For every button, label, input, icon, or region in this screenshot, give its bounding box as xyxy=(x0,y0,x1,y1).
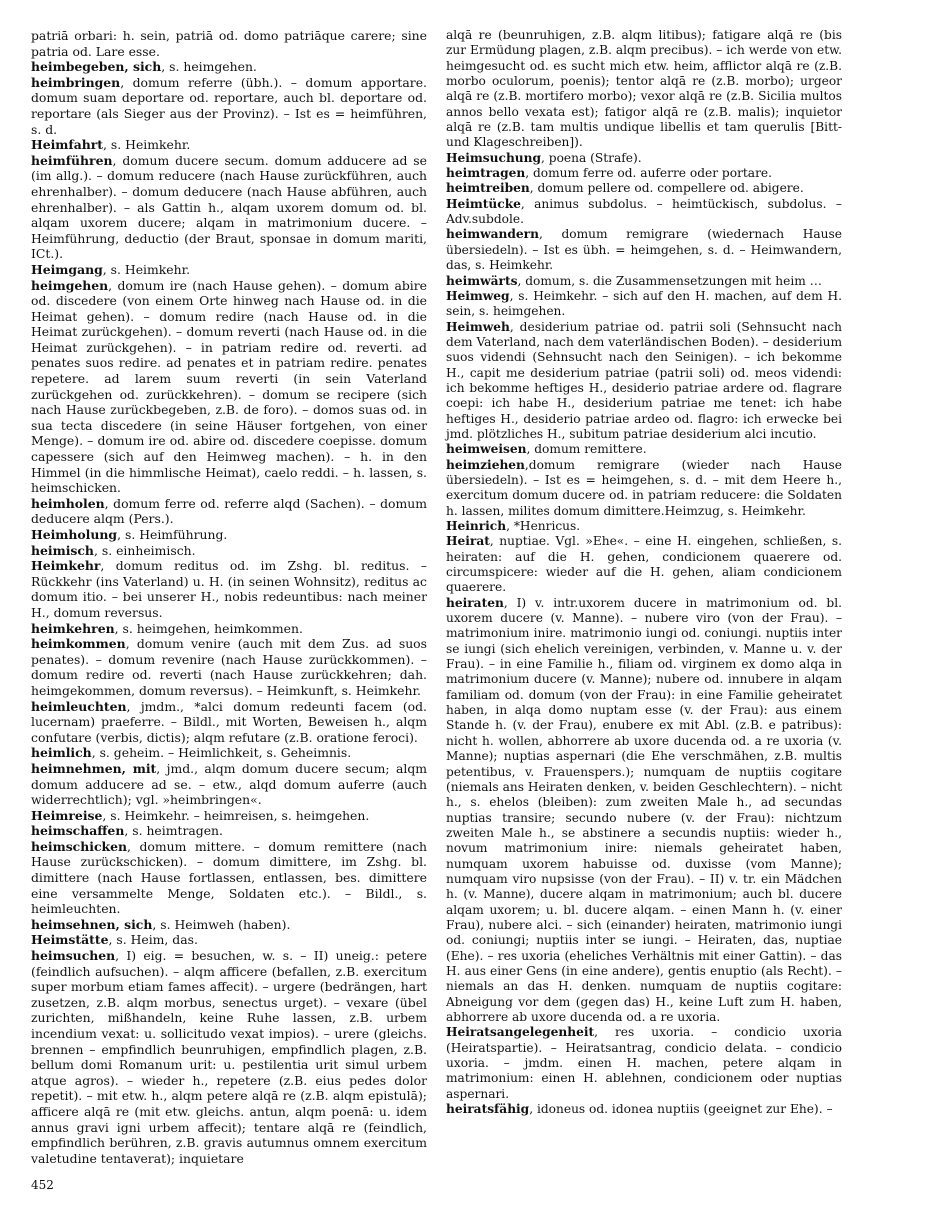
dictionary-entry xyxy=(31,28,427,59)
entry-headword: heimholen xyxy=(31,495,105,511)
dictionary-entry xyxy=(31,496,427,527)
dictionary-entry xyxy=(31,558,427,620)
entry-text: , domum remigrare (wiedernach Hause übersiedeln). – Ist es übh. = heimgehen, s. d. – Heimwandern, das, s. Heimkehr. xyxy=(446,227,842,273)
dictionary-entry xyxy=(31,932,427,948)
entry-headword: heimschaffen xyxy=(31,823,125,839)
entry-headword: heimsuchen xyxy=(31,948,116,964)
dictionary-entry xyxy=(446,197,842,228)
entry-text: , s. Heim, das. xyxy=(108,932,198,948)
entry-text: , I) eig. = besuchen, w. s. – II) uneig.: petere (feindlich aufsuchen). – alqm afficere (befallen, z.B. exercitum super morbum etiam fames affecit). – urgere (bedrängen, hart zusetzen, z.B. alqm morbus, senectus urget). – vexare (übel zurichten, mißhandeln, keine Ruhe lassen, z.B. urbem incendium vexat: u. sollicitudo vexat impios). – urere (gleichs. brennen – empfindlich beunruhigen, empfindlich plagen, z.B. bellum domi Romanum urit: u. pestilentia urit simul urbem atque agros). – wieder h., repetere (z.B. eius pedes dolor repetit). – mit etw. h., alqm petere alqā re (z.B. alqm epistulā); afficere alqā re (mit etw. gleichs. antun, alqm poenā: u. idem annus gravi igni urbem affecit); tentare alqā re (feindlich, empfindlich berühren, z.B. gravis autumnus omnem exercitum valetudine tentaverat); inquietare xyxy=(31,948,427,1166)
dictionary-entry xyxy=(31,621,427,637)
entry-headword: Heinrich xyxy=(446,519,507,533)
left-column xyxy=(31,28,427,1166)
dictionary-entry xyxy=(446,320,842,443)
dictionary-entry xyxy=(31,59,427,75)
dictionary-entry xyxy=(31,823,427,839)
entry-headword: heimlich xyxy=(31,745,92,761)
page-number: 452 xyxy=(31,1178,54,1192)
entry-text: , s. heimgehen. xyxy=(161,59,257,75)
dictionary-entry xyxy=(446,1025,842,1102)
dictionary-entry xyxy=(31,75,427,137)
entry-text: , animus subdolus. – heimtückisch, subdolus. – Adv.subdole. xyxy=(446,196,842,227)
dictionary-entry xyxy=(446,1102,842,1117)
entry-headword: heimführen xyxy=(31,152,113,168)
entry-headword: Heimstätte xyxy=(31,932,109,948)
entry-text: , s. Heimkehr. xyxy=(102,261,191,277)
entry-text: , domum mittere. – domum remittere (nach Hause zurückschicken). – domum dimittere, im Zshg. bl. dimittere (nach Hause fortlassen, entlassen, bes. dimittere eine versammelte Menge, Soldaten etc.). – Bildl., s. heimleuchten. xyxy=(31,838,427,917)
entry-headword: Heimholung xyxy=(31,527,118,542)
dictionary-entry xyxy=(446,458,842,519)
entry-text: , *Henricus. xyxy=(506,519,581,533)
entry-text: , s. heimgehen, heimkommen. xyxy=(114,620,303,636)
entry-text: , domum reditus od. im Zshg. bl. reditus. – Rückkehr (ins Vaterland) u. H. (in seinen Wohnsitz), reditus ac domum itio. – bei unserer H., nobis redeuntibus: nach meiner H., domum reversus. xyxy=(31,558,427,620)
dictionary-entry xyxy=(446,289,842,320)
entry-headword: Heimsuchung xyxy=(446,150,542,165)
entry-headword: heimwärts xyxy=(446,273,518,288)
entry-text: , s. geheim. – Heimlichkeit, s. Geheimnis. xyxy=(91,745,352,761)
entry-text: , nuptiae. Vgl. »Ehe«. – eine H. eingehen, schließen, s. heiraten: auf die H. gehen, condicionem quaerere od. circumspicere: wieder auf die H. gehen, aliam condicionem quaerere. xyxy=(446,534,842,595)
entry-headword: heimtreiben xyxy=(446,181,530,196)
entry-headword: heimziehen xyxy=(446,457,525,472)
dictionary-entry xyxy=(31,636,427,698)
entry-headword: heimleuchten xyxy=(31,698,127,714)
dictionary-entry xyxy=(446,181,842,196)
dictionary-entry xyxy=(446,596,842,1026)
dictionary-entry xyxy=(31,137,427,153)
entry-text: , s. Heimkehr. – sich auf den H. machen, auf dem H. sein, s. heimgehen. xyxy=(446,288,842,319)
entry-text: , desiderium patriae od. patrii soli (Sehnsucht nach dem Vaterland, nach dem vaterländischen Boden). – desiderium suos videndi (Sehnsucht nach den Seinigen). – ich bekomme H., capit me desiderium patriae (patrii soli) od. meos videndi: ich bekomme heftiges H., desiderio patriae ardere od. flagrare coepi: ich habe H., desiderium patriae me tenet: ich habe heftiges H., desiderio patriae ardeo od. flagro: ich erwecke bei jmd. plötzliches H., subitum patriae desiderium alci incutio. xyxy=(446,319,842,441)
entry-text: , domum ferre od. auferre oder portare. xyxy=(525,166,772,181)
entry-headword: heimbringen xyxy=(31,74,121,90)
entry-headword: heiratsfähig xyxy=(446,1102,530,1117)
entry-text: , jmd., alqm domum ducere secum; alqm domum adducere ad se. – etw., alqd domum auferre (auch widerrechtlich); vgl. »heimbringen«. xyxy=(31,760,427,808)
dictionary-entry xyxy=(31,761,427,808)
entry-headword: heimweisen xyxy=(446,442,527,457)
dictionary-entry xyxy=(446,442,842,457)
entry-headword: Heimgang xyxy=(31,261,103,277)
entry-text: , domum, s. die Zusammensetzungen mit heim … xyxy=(517,273,822,288)
entry-text: , domum remittere. xyxy=(526,442,647,457)
dictionary-entry xyxy=(31,948,427,1166)
entry-text: , domum ire (nach Hause gehen). – domum abire od. discedere (von einem Orte hinweg nach Hause od. in die Heimat gehen). – domum redire (nach Hause od. in die Heimat zurückgehen). – domum reverti (nach Hause od. in die Heimat zurückgehen). – in patriam redire od. reverti. ad penates suos redire. ad penates et in patriam redire. penates repetere. ad larem suum reverti (in sein Vaterland zurückgehen od. zurückkehren). – domum se recipere (sich nach Hause zurückbegeben, z.B. de foro). – domos suas od. in sua tecta discedere (in seine Häuser fortgehen, von einer Menge). – domum ire od. abire od. discedere coepisse. domum capessere (sich auf den Heimweg machen). – h. in den Himmel (in die himmlische Heimat), caelo reddi. – h. lassen, s. heimschicken. xyxy=(31,277,427,496)
dictionary-entry xyxy=(31,808,427,824)
dictionary-entry xyxy=(446,166,842,181)
entry-headword: Heiratsangelegenheit xyxy=(446,1025,595,1040)
entry-headword: Heimweg xyxy=(446,288,510,303)
entry-text: , s. Heimführung. xyxy=(117,527,228,542)
entry-text: , domum venire (auch mit dem Zus. ad suos penates). – domum revenire (nach Hause zurückkommen). – domum redire od. reverti (nach Hause zurückkehren; dah. heimgekommen, domum reversus). – Heimkunft, s. Heimkehr. xyxy=(31,636,427,698)
entry-headword: heimnehmen, mit xyxy=(31,760,157,776)
entry-headword: Heimweh xyxy=(446,319,510,334)
entry-text: , domum pellere od. compellere od. abigere. xyxy=(529,181,804,196)
entry-text: ,domum remigrare (wieder nach Hause übersiedeln). – Ist es = heimgehen, s. d. – mit dem Heere h., exercitum domum ducere od. in patriam reducere: die Soldaten h. lassen, milites domum dimittere.Heimzug, s. Heimkehr. xyxy=(446,457,842,518)
entry-headword: heimkehren xyxy=(31,620,115,636)
dictionary-entry xyxy=(31,278,427,496)
entry-text: , s. Heimweh (haben). xyxy=(152,916,291,932)
entry-text: , s. Heimkehr. – heimreisen, s. heimgehen. xyxy=(102,807,370,823)
entry-text: , jmdm., *alci domum redeunti facem (od. lucernam) praeferre. – Bildl., mit Worten, Beweisen h., alqm confutare (verbis, dictis); alqm refutare (z.B. oratione feroci). xyxy=(31,698,427,745)
dictionary-entry xyxy=(31,699,427,746)
dictionary-entry xyxy=(31,262,427,278)
dictionary-entry xyxy=(446,274,842,289)
entry-headword: Heimkehr xyxy=(31,558,101,574)
entry-text: , domum ferre od. referre alqd (Sachen). – domum deducere alqm (Pers.). xyxy=(31,495,427,527)
entry-headword: Heimtücke xyxy=(446,196,521,211)
entry-text: , s. einheimisch. xyxy=(93,542,196,558)
entry-text: , res uxoria. – condicio uxoria (Heiratspartie). – Heiratsantrag, condicio delata. – condicio uxoria. – jmdm. einen H. machen, petere alqam in matrimonium: einen H. ablehnen, condicionem oder nuptias aspernari. xyxy=(446,1025,842,1101)
entry-headword: heimgehen xyxy=(31,277,109,293)
entry-text: , I) v. intr.uxorem ducere in matrimonium od. bl. uxorem ducere (v. Manne). – nubere viro (von der Frau). – matrimonium inire. matrimonio iungi od. coniungi. nuptiis inter se iungi (sich ehelich vereinigen, verbinden, v. Manne u. v. der Frau). – in eine Familie h., filiam od. virginem ex domo alqa in matrimonium ducere (v. Manne); nubere od. innubere in alqam familiam od. domum (von der Frau): in eine Familie geheiratet haben, in alqa domo nuptam esse (v. der Frau): aus einem Stande h. (v. der Frau), enubere ex mit Abl. (z.B. e patribus): nicht h. wollen, abhorrere ab uxore ducenda od. a re uxoria (v. Manne); nuptias aspernari (die Ehe verschmähen, z.B. multis petentibus, v. Frauenspers.); numquam de nuptiis cogitare (niemals ans Heiraten denken, v. beiden Geschlechtern). – nicht h., s. ehelos (bleiben): zum zweiten Male h., ad secundas nuptias transire; secundo nubere (v. der Frau): nichtzum zweiten Male h., se abstinere a secundis nuptiis: wieder h., novum matrimonium inire: niemals geheiratet haben, numquam uxorem habuisse od. duxisse (vom Manne); numquam viro nupsisse (von der Frau). – II) v. tr. ein Mädchen h. (v. Manne), ducere alqam in matrimonium; auch bl. ducere alqam uxorem; u. bl. ducere alqam. – einen Mann h. (v. einer Frau), nubere alci. – sich (einander) heiraten, matrimonio iungi od. coniungi; nuptiis inter se iungi. – Heiraten, das, nuptiae (Ehe). – res uxoria (eheliches Verhältnis mit einer Gattin). – das H. aus einer Gens (in eine andere), gentis enuptio (als Recht). – niemals an das H. denken. numquam de nuptiis cogitare: Abneigung vor dem (gegen das) H., keine Luft zum H. haben, abhorrere ab uxore ducenda od. a re uxoria. xyxy=(446,595,842,1024)
dictionary-entry xyxy=(31,543,427,559)
entry-text: , idoneus od. idonea nuptiis (geeignet zur Ehe). – xyxy=(529,1102,833,1117)
entry-text: , s. Heimkehr. xyxy=(103,137,191,153)
entry-text: , s. heimtragen. xyxy=(124,823,223,839)
dictionary-entry xyxy=(446,28,842,151)
dictionary-entry xyxy=(31,917,427,933)
entry-text: alqā re (beunruhigen, z.B. alqm litibus); fatigare alqā re (bis zur Ermüdung plagen, z.B. alqm precibus). – ich werde von etw. heimgesucht od. es sucht mich etw. heim, afflictor alqā re (z.B. morbo oculorum, poenis); tentor alqā re (z.B. morbo); urgeor alqā re (z.B. mortifero morbo); vexor alqā re (z.B. Sicilia multos annos bello vexata est); fatigor alqā re (z.B. malis); inquietor alqā re (z.B. tam multis undique libellis et tam querulis [Bitt- und Klageschreiben]). xyxy=(446,28,842,150)
dictionary-entry xyxy=(31,153,427,262)
dictionary-entry xyxy=(31,527,427,543)
dictionary-entry xyxy=(446,519,842,534)
entry-headword: heimisch xyxy=(31,542,94,558)
entry-headword: heimtragen xyxy=(446,166,526,181)
entry-headword: heimwandern xyxy=(446,227,539,242)
entry-headword: Heimreise xyxy=(31,807,103,823)
entry-text: , domum referre (übh.). – domum apportare. domum suam deportare od. reportare, auch bl. deportare od. reportare (als Sieger aus der Provinz). – Ist es = heimführen, s. d. xyxy=(31,74,427,137)
entry-headword: heimbegeben, sich xyxy=(31,59,162,75)
dictionary-entry xyxy=(446,227,842,273)
entry-headword: Heimfahrt xyxy=(31,137,104,153)
entry-headword: heimschicken xyxy=(31,838,127,854)
entry-headword: heimsehnen, sich xyxy=(31,916,153,932)
dictionary-entry xyxy=(31,839,427,917)
entry-text: , domum ducere secum. domum adducere ad se (im allg.). – domum reducere (nach Hause zurückführen, auch ehrenhalber). – domum deducere (nach Hause abführen, auch ehrenhalber). – als Gattin h., alqam uxorem domum od. bl. alqam uxorem ducere; alqam in matrimonium ducere. – Heimführung, deductio (der Braut, sponsae in domum mariti, ICt.). xyxy=(31,152,427,262)
dictionary-entry xyxy=(446,151,842,166)
entry-headword: heiraten xyxy=(446,595,504,610)
dictionary-entry xyxy=(446,534,842,595)
entry-text: , poena (Strafe). xyxy=(541,150,642,165)
entry-headword: Heirat xyxy=(446,534,490,549)
entry-headword: heimkommen xyxy=(31,636,126,652)
right-column xyxy=(446,28,842,1117)
entry-text: patriā orbari: h. sein, patriā od. domo patriāque carere; sine patria od. Lare esse. xyxy=(31,28,427,59)
dictionary-entry xyxy=(31,745,427,761)
